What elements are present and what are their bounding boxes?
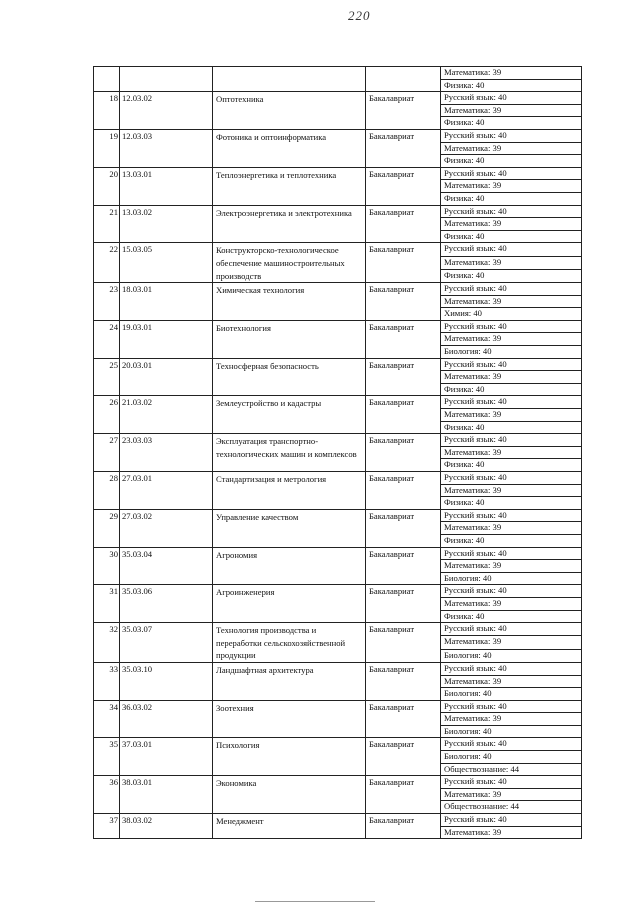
entrance-exam: Математика: 39	[441, 826, 582, 839]
entrance-exam: Русский язык: 40	[441, 700, 582, 713]
table-row	[94, 700, 582, 713]
entrance-exam: Математика: 39	[441, 409, 582, 422]
education-level: Бакалавриат	[366, 243, 441, 283]
program-name	[213, 67, 366, 92]
entrance-exam: Биология: 40	[441, 725, 582, 738]
program-code: 13.03.01	[120, 167, 213, 205]
admission-table	[93, 66, 582, 839]
program-code: 35.03.04	[120, 547, 213, 585]
program-code: 35.03.10	[120, 662, 213, 700]
table-body	[94, 67, 582, 839]
entrance-exam: Математика: 39	[441, 675, 582, 688]
program-code: 27.03.02	[120, 509, 213, 547]
row-number: 26	[94, 396, 120, 434]
entrance-exam: Русский язык: 40	[441, 434, 582, 447]
entrance-exam: Обществознание: 44	[441, 763, 582, 776]
entrance-exam: Химия: 40	[441, 308, 582, 321]
row-number: 25	[94, 358, 120, 396]
page-bottom-mark	[255, 901, 375, 902]
entrance-exam: Биология: 40	[441, 346, 582, 359]
entrance-exam: Русский язык: 40	[441, 623, 582, 636]
table-row	[94, 396, 582, 409]
table-row	[94, 320, 582, 333]
program-code: 12.03.02	[120, 92, 213, 130]
entrance-exam: Биология: 40	[441, 751, 582, 764]
entrance-exam: Математика: 39	[441, 218, 582, 231]
row-number: 37	[94, 814, 120, 839]
program-name: Биотехнология	[213, 320, 366, 358]
program-code: 38.03.01	[120, 776, 213, 814]
table-row	[94, 585, 582, 598]
program-name: Менеджмент	[213, 814, 366, 839]
row-number: 34	[94, 700, 120, 738]
row-number: 30	[94, 547, 120, 585]
row-number: 24	[94, 320, 120, 358]
entrance-exam: Физика: 40	[441, 79, 582, 92]
entrance-exam: Русский язык: 40	[441, 243, 582, 256]
entrance-exam: Математика: 39	[441, 484, 582, 497]
education-level	[366, 67, 441, 92]
row-number: 36	[94, 776, 120, 814]
education-level: Бакалавриат	[366, 700, 441, 738]
entrance-exam: Математика: 39	[441, 788, 582, 801]
table-row	[94, 472, 582, 485]
program-code: 20.03.01	[120, 358, 213, 396]
program-name: Химическая технология	[213, 283, 366, 321]
entrance-exam: Биология: 40	[441, 649, 582, 662]
entrance-exam: Физика: 40	[441, 155, 582, 168]
row-number: 29	[94, 509, 120, 547]
entrance-exam: Математика: 39	[441, 560, 582, 573]
program-name: Агрономия	[213, 547, 366, 585]
row-number: 21	[94, 205, 120, 243]
table-row	[94, 67, 582, 80]
table-row	[94, 662, 582, 675]
table-row	[94, 167, 582, 180]
entrance-exam: Физика: 40	[441, 269, 582, 282]
education-level: Бакалавриат	[366, 623, 441, 663]
program-code	[120, 67, 213, 92]
program-name: Психология	[213, 738, 366, 776]
row-number: 35	[94, 738, 120, 776]
program-name: Управление качеством	[213, 509, 366, 547]
table-row	[94, 814, 582, 827]
program-code: 21.03.02	[120, 396, 213, 434]
program-name: Фотоника и оптоинформатика	[213, 129, 366, 167]
row-number: 20	[94, 167, 120, 205]
education-level: Бакалавриат	[366, 320, 441, 358]
program-name: Конструкторско-технологическое обеспечение машиностроительных производств	[213, 243, 366, 283]
education-level: Бакалавриат	[366, 205, 441, 243]
row-number	[94, 67, 120, 92]
entrance-exam: Русский язык: 40	[441, 205, 582, 218]
entrance-exam: Русский язык: 40	[441, 472, 582, 485]
entrance-exam: Русский язык: 40	[441, 585, 582, 598]
entrance-exam: Русский язык: 40	[441, 320, 582, 333]
education-level: Бакалавриат	[366, 776, 441, 814]
entrance-exam: Русский язык: 40	[441, 814, 582, 827]
program-name: Ландшафтная архитектура	[213, 662, 366, 700]
row-number: 27	[94, 434, 120, 472]
entrance-exam: Русский язык: 40	[441, 396, 582, 409]
program-code: 37.03.01	[120, 738, 213, 776]
entrance-exam: Русский язык: 40	[441, 358, 582, 371]
entrance-exam: Математика: 39	[441, 597, 582, 610]
education-level: Бакалавриат	[366, 434, 441, 472]
program-code: 18.03.01	[120, 283, 213, 321]
entrance-exam: Русский язык: 40	[441, 776, 582, 789]
entrance-exam: Русский язык: 40	[441, 738, 582, 751]
entrance-exam: Физика: 40	[441, 192, 582, 205]
program-name: Теплоэнергетика и теплотехника	[213, 167, 366, 205]
education-level: Бакалавриат	[366, 283, 441, 321]
entrance-exam: Физика: 40	[441, 497, 582, 510]
page-number: 220	[348, 8, 371, 23]
education-level: Бакалавриат	[366, 167, 441, 205]
entrance-exam: Физика: 40	[441, 230, 582, 243]
row-number: 31	[94, 585, 120, 623]
table-row	[94, 205, 582, 218]
education-level: Бакалавриат	[366, 129, 441, 167]
education-level: Бакалавриат	[366, 396, 441, 434]
entrance-exam: Русский язык: 40	[441, 92, 582, 105]
entrance-exam: Русский язык: 40	[441, 167, 582, 180]
program-code: 12.03.03	[120, 129, 213, 167]
table-row	[94, 738, 582, 751]
row-number: 33	[94, 662, 120, 700]
program-code: 27.03.01	[120, 472, 213, 510]
program-code: 19.03.01	[120, 320, 213, 358]
program-code: 36.03.02	[120, 700, 213, 738]
entrance-exam: Математика: 39	[441, 180, 582, 193]
program-name: Техносферная безопасность	[213, 358, 366, 396]
table-row	[94, 509, 582, 522]
program-name: Электроэнергетика и электротехника	[213, 205, 366, 243]
program-code: 38.03.02	[120, 814, 213, 839]
education-level: Бакалавриат	[366, 814, 441, 839]
education-level: Бакалавриат	[366, 738, 441, 776]
row-number: 18	[94, 92, 120, 130]
entrance-exam: Математика: 39	[441, 333, 582, 346]
entrance-exam: Математика: 39	[441, 256, 582, 269]
entrance-exam: Математика: 39	[441, 371, 582, 384]
program-name: Стандартизация и метрология	[213, 472, 366, 510]
education-level: Бакалавриат	[366, 358, 441, 396]
entrance-exam: Физика: 40	[441, 383, 582, 396]
table-row	[94, 623, 582, 636]
education-level: Бакалавриат	[366, 509, 441, 547]
education-level: Бакалавриат	[366, 92, 441, 130]
entrance-exam: Русский язык: 40	[441, 509, 582, 522]
program-name: Зоотехния	[213, 700, 366, 738]
program-code: 15.03.05	[120, 243, 213, 283]
entrance-exam: Биология: 40	[441, 572, 582, 585]
entrance-exam: Биология: 40	[441, 688, 582, 701]
table-row	[94, 358, 582, 371]
row-number: 23	[94, 283, 120, 321]
program-code: 35.03.06	[120, 585, 213, 623]
entrance-exam: Физика: 40	[441, 459, 582, 472]
education-level: Бакалавриат	[366, 547, 441, 585]
entrance-exam: Математика: 39	[441, 295, 582, 308]
row-number: 22	[94, 243, 120, 283]
entrance-exam: Русский язык: 40	[441, 283, 582, 296]
row-number: 32	[94, 623, 120, 663]
program-code: 35.03.07	[120, 623, 213, 663]
education-level: Бакалавриат	[366, 585, 441, 623]
program-code: 23.03.03	[120, 434, 213, 472]
table-row	[94, 434, 582, 447]
table-row	[94, 283, 582, 296]
program-name: Землеустройство и кадастры	[213, 396, 366, 434]
row-number: 28	[94, 472, 120, 510]
entrance-exam: Физика: 40	[441, 421, 582, 434]
entrance-exam: Русский язык: 40	[441, 129, 582, 142]
entrance-exam: Математика: 39	[441, 522, 582, 535]
education-level: Бакалавриат	[366, 662, 441, 700]
entrance-exam: Математика: 39	[441, 446, 582, 459]
program-code: 13.03.02	[120, 205, 213, 243]
program-name: Эксплуатация транспортно-технологических машин и комплексов	[213, 434, 366, 472]
program-name: Агроинженерия	[213, 585, 366, 623]
table-row	[94, 547, 582, 560]
entrance-exam: Математика: 39	[441, 104, 582, 117]
row-number: 19	[94, 129, 120, 167]
entrance-exam: Физика: 40	[441, 117, 582, 130]
entrance-exam: Математика: 39	[441, 67, 582, 80]
entrance-exam: Физика: 40	[441, 534, 582, 547]
program-name: Экономика	[213, 776, 366, 814]
program-name: Оптотехника	[213, 92, 366, 130]
table-row	[94, 776, 582, 789]
education-level: Бакалавриат	[366, 472, 441, 510]
entrance-exam: Русский язык: 40	[441, 662, 582, 675]
entrance-exam: Математика: 39	[441, 142, 582, 155]
table-row	[94, 92, 582, 105]
entrance-exam: Обществознание: 44	[441, 801, 582, 814]
entrance-exam: Математика: 39	[441, 636, 582, 649]
entrance-exam: Физика: 40	[441, 610, 582, 623]
table-row	[94, 243, 582, 256]
entrance-exam: Математика: 39	[441, 713, 582, 726]
table-row	[94, 129, 582, 142]
entrance-exam: Русский язык: 40	[441, 547, 582, 560]
program-name: Технология производства и переработки сельскохозяйственной продукции	[213, 623, 366, 663]
